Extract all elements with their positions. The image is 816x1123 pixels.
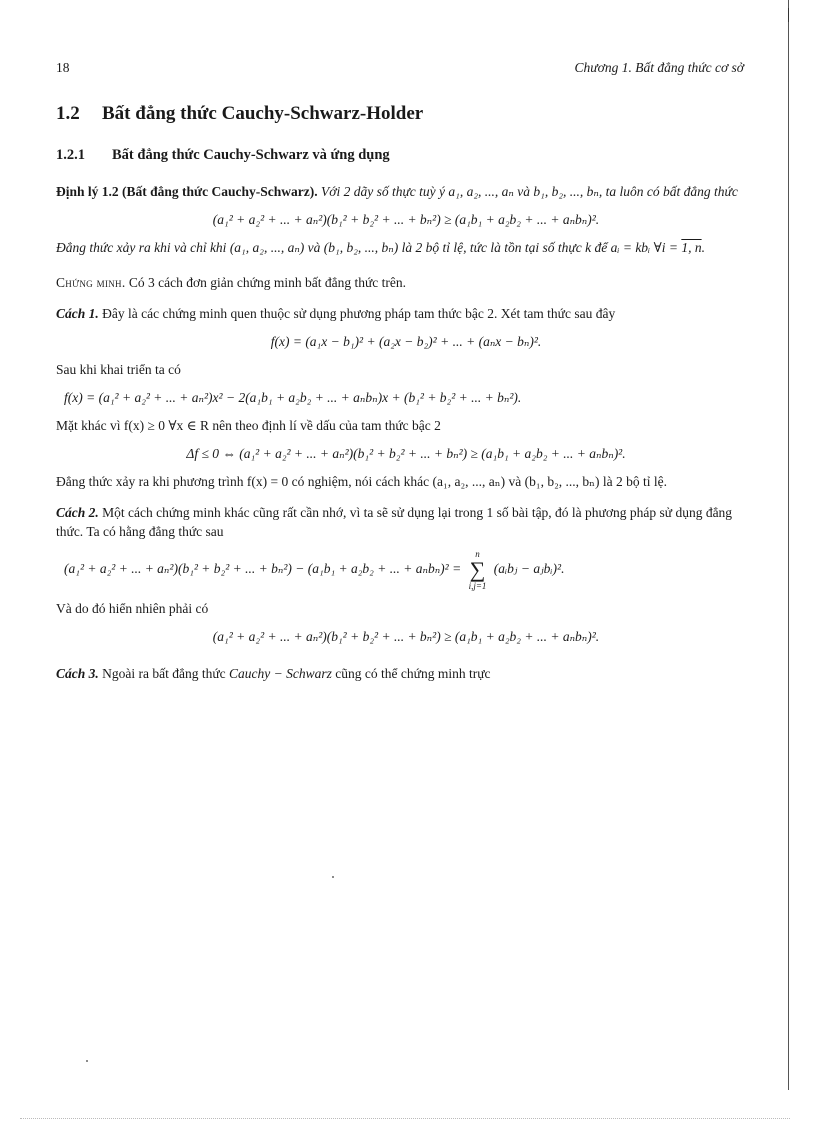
subsection-number: 1.2.1 xyxy=(56,147,85,163)
conclude-text: Và do đó hiển nhiên phải có xyxy=(56,601,209,616)
method-1-intro xyxy=(56,304,756,323)
scan-edge-tick xyxy=(788,8,789,22)
method-3-label: Cách 3. xyxy=(56,666,99,681)
equation-identity xyxy=(56,549,756,591)
section-title: Bất đẳng thức Cauchy-Schwarz-Holder xyxy=(102,103,424,124)
theorem-equality-condition xyxy=(56,238,756,257)
scan-edge-line xyxy=(788,0,789,1090)
method-3-text-after: cũng có thể chứng minh trực xyxy=(335,666,491,681)
sum-upper-limit: n xyxy=(475,549,480,559)
page-content xyxy=(56,100,756,683)
identity-rhs: (aᵢbⱼ − aⱼbᵢ)². xyxy=(493,561,565,577)
page-header xyxy=(56,60,744,78)
index-range: 1, n xyxy=(681,240,702,255)
proof-intro xyxy=(56,273,756,292)
scan-speck xyxy=(86,1060,88,1062)
method-3-text-before: Ngoài ra bất đẳng thức xyxy=(102,666,226,681)
bottom-dotted-rule xyxy=(20,1118,790,1119)
subsection-title: Bất đẳng thức Cauchy-Schwarz và ứng dụng xyxy=(112,147,390,163)
theorem-period: . xyxy=(701,240,705,255)
theorem-statement xyxy=(56,182,756,201)
method-2-intro xyxy=(56,503,756,541)
method-2-label: Cách 2. xyxy=(56,505,99,520)
method-1-equality-text: Đẳng thức xảy ra khi phương trình f(x) = 0 có nghiệm, nói cách khác (a₁, a₂, ..., aₙ) và (b₁, b₂, ..., bₙ) là 2 bộ tỉ lệ. xyxy=(56,474,667,489)
sigma-symbol: ∑ xyxy=(469,557,486,582)
equation-final: (a₁² + a₂² + ... + aₙ²)(b₁² + b₂² + ... + bₙ²) ≥ (a₁b₁ + a₂b₂ + ... + aₙbₙ)². xyxy=(212,629,600,644)
expand-text: Sau khi khai triển ta có xyxy=(56,362,181,377)
method-1-text: Đây là các chứng minh quen thuộc sử dụng phương pháp tam thức bậc 2. Xét tam thức sau đây xyxy=(102,306,616,321)
sign-rule-text: Mặt khác vì f(x) ≥ 0 ∀x ∈ R nên theo định lí về dấu của tam thức bậc 2 xyxy=(56,418,441,433)
running-title: Chương 1. Bất đẳng thức cơ sở xyxy=(574,60,744,75)
equation-f-definition: f(x) = (a₁x − b₁)² + (a₂x − b₂)² + ... + (aₙx − bₙ)². xyxy=(270,334,542,349)
theorem-text: Với 2 dãy số thực tuỳ ý a₁, a₂, ..., aₙ và b₁, b₂, ..., bₙ, ta luôn có bất đẳng thức xyxy=(321,184,738,199)
theorem-equation: (a₁² + a₂² + ... + aₙ²)(b₁² + b₂² + ... + bₙ²) ≥ (a₁b₁ + a₂b₂ + ... + aₙbₙ)². xyxy=(212,212,600,227)
theorem-head: Định lý 1.2 (Bất đẳng thức Cauchy-Schwarz). xyxy=(56,184,318,199)
proof-head: Chứng minh. xyxy=(56,275,126,290)
equation-discriminant: Δf ≤ 0 ⇔ (a₁² + a₂² + ... + aₙ²)(b₁² + b₂² + ... + bₙ²) ≥ (a₁b₁ + a₂b₂ + ... + aₙbₙ)². xyxy=(186,446,626,461)
method-3-intro xyxy=(56,664,756,683)
summation xyxy=(469,549,487,591)
method-3-name: Cauchy − Schwarz xyxy=(229,666,332,681)
scan-speck xyxy=(332,876,334,878)
section-heading xyxy=(56,104,756,130)
identity-lhs: (a₁² + a₂² + ... + aₙ²)(b₁² + b₂² + ... + bₙ²) − (a₁b₁ + a₂b₂ + ... + aₙbₙ)² = xyxy=(64,561,462,577)
equality-condition-text: Đẳng thức xảy ra khi và chỉ khi (a₁, a₂, ..., aₙ) và (b₁, b₂, ..., bₙ) là 2 bộ tỉ lệ, tức là tồn tại số thực k để aᵢ = kbᵢ ∀i = xyxy=(56,240,682,255)
sum-lower-limit: i,j=1 xyxy=(468,581,487,591)
page-number: 18 xyxy=(56,60,70,75)
equation-f-expanded: f(x) = (a₁² + a₂² + ... + aₙ²)x² − 2(a₁b₁ + a₂b₂ + ... + aₙbₙ)x + (b₁² + b₂² + ... + bₙ²). xyxy=(64,390,522,405)
proof-intro-text: Có 3 cách đơn giản chứng minh bất đẳng thức trên. xyxy=(128,275,407,290)
section-number: 1.2 xyxy=(56,103,80,124)
subsection-heading xyxy=(56,146,756,168)
method-1-label: Cách 1. xyxy=(56,306,99,321)
method-2-text: Một cách chứng minh khác cũng rất cần nhớ, vì ta sẽ sử dụng lại trong 1 số bài tập, đó là phương pháp sử dụng đẳng thức. Ta có hằng đẳng thức sau xyxy=(56,505,733,539)
